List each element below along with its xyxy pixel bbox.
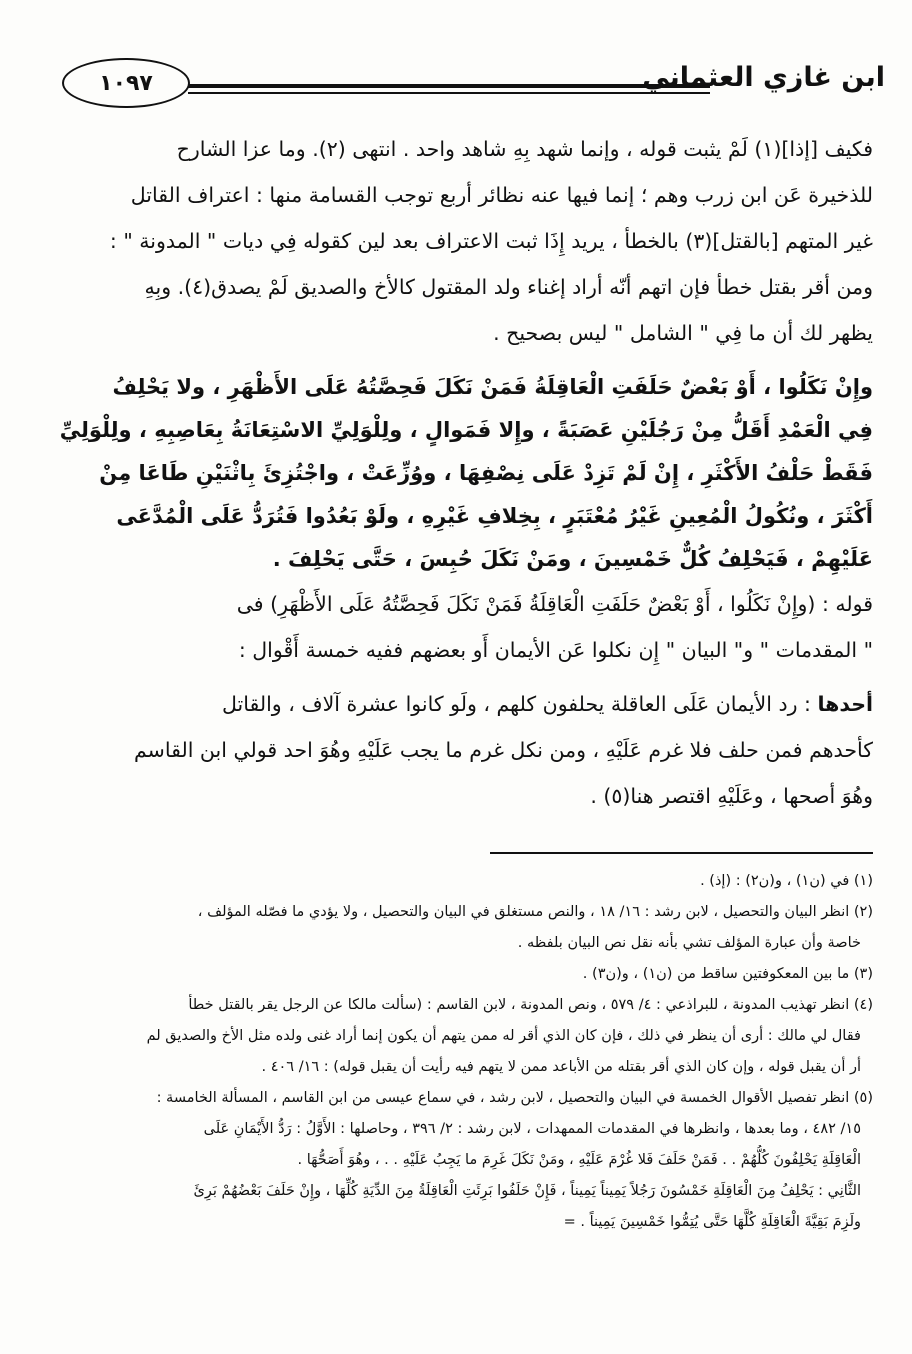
opinion-line: وهُوَ أصحها ، وعَلَيْهِ اقتصر هنا(٥) .: [590, 784, 873, 808]
header-rule-thin: [188, 92, 710, 94]
opinion-line: كأحدهم فمن حلف فلا غرم عَلَيْهِ ، ومن نكل غرم ما يجب عَلَيْهِ وهُوَ احد قولي ابن القاسم: [134, 738, 873, 762]
page-header: [40, 58, 885, 118]
text-line: فكيف [إذا](١) لَمْ يثبت قوله ، وإنما شهد بِهِ شاهد واحد . انتهى (٢). وما عزا الشارح: [176, 137, 873, 161]
matn-line: عَلَيْهِمْ ، فَيَحْلِفُ كُلٌّ خَمْسِينَ ، ومَنْ نَكَلَ حُبِسَ ، حَتَّى يَحْلِفَ .: [272, 547, 873, 571]
footnote-line: الثَّانِي : يَحْلِفُ مِنَ الْعَاقِلَةِ خَمْسُونَ رَجُلاً يَمِيناً يَمِيناً ، فَإِنْ حَلَفُوا بَرِئَتِ الْعَاقِلَةُ مِنَ الدِّيَةِ كُلِّهَا ، وإِنْ حَلَفَ بَعْضُهُمْ بَرِئَ: [193, 1183, 861, 1199]
footnotes: [40, 866, 873, 1238]
footnote-line: (٣) ما بين المعكوفتين ساقط من (ن١) ، و(ن٣) .: [582, 966, 873, 982]
text-line: للذخيرة عَن ابن زرب وهم ؛ إنما فيها عنه نظائر أربع توجب القسامة منها : اعتراف القاتل: [130, 183, 873, 207]
comment-line: قوله : (وإِنْ نَكَلُوا ، أَوْ بَعْضٌ حَلَفَتِ الْعَاقِلَةُ فَمَنْ نَكَلَ فَحِصَّتُهُ عَلَى الأَظْهَرِ) فى: [236, 592, 873, 616]
footnote-line: خاصة وأن عبارة المؤلف تشي بأنه نقل نص البيان بلفظه .: [517, 935, 861, 951]
opinion-label: أحدها: [817, 692, 873, 716]
text-line: ومن أقر بقتل خطأ فإن اتهم أنّه أراد إغناء ولد المقتول كالأخ والصديق لَمْ يصدق(٤). وبِهِ: [144, 275, 873, 299]
footnote-line: فقال لي مالك : أرى أن ينظر في ذلك ، فإن كان الذي أقر له ممن يتهم أن يكون إنما أراد غنى ولده مثل الأخ والصديق لم: [146, 1028, 861, 1044]
footnote-separator: [490, 852, 873, 854]
spacer: [40, 356, 873, 366]
matn-line: أَكْثَرَ ، ونُكُولُ الْمُعِينِ غَيْرُ مُعْتَبَرٍ ، بِخِلافِ غَيْرِهِ ، ولَوْ بَعُدُوا فَتُرَدُّ عَلَى الْمُدَّعَى: [116, 504, 873, 528]
comment-line: " المقدمات " و" البيان " إِن نكلوا عَن الأيمان أَو بعضهم ففيه خمسة أَقْوال :: [238, 638, 873, 662]
footnote-line: ولَزِمَ بَقِيَّةَ الْعَاقِلَةِ كُلَّهَا حَتَّى يُتِمُّوا خَمْسِينَ يَمِيناً . =: [563, 1214, 861, 1230]
footnote-line: (١) في (ن١) ، و(ن٢) : (إذ) .: [700, 873, 873, 889]
page-number: ١٠٩٧: [62, 58, 190, 108]
text-line: يظهر لك أن ما فِي " الشامل " ليس بصحيح .: [493, 321, 873, 345]
footnote-line: (٥) انظر تفصيل الأقوال الخمسة في البيان والتحصيل ، لابن رشد ، في سماع عيسى من ابن القاسم ، المسألة الخامسة :: [156, 1090, 873, 1106]
matn-line: وإِنْ نَكَلُوا ، أَوْ بَعْضٌ حَلَفَتِ الْعَاقِلَةُ فَمَنْ نَكَلَ فَحِصَّتُهُ عَلَى الأَظْهَرِ ، ولا يَحْلِفُ: [112, 375, 873, 399]
footnote-line: أر أن يقبل قوله ، وإن كان الذي أقر بقتله من الأباعد ممن لا يتهم فيه رأيت أن يقبل قوله) : ١٦/ ٤٠٦ .: [261, 1059, 861, 1075]
main-text: [40, 126, 873, 819]
opinion-line: [40, 681, 873, 727]
footnote-line: الْعَاقِلَةِ يَحْلِفُونَ كُلُّهُمْ . . فَمَنْ حَلَفَ فَلا غُرْمَ عَلَيْهِ ، ومَنْ نَكَلَ غَرِمَ ما يَجِبُ عَلَيْهِ . . ، وهُوَ أَصَحُّهَا .: [297, 1152, 861, 1168]
footnote-line: (٢) انظر البيان والتحصيل ، لابن رشد : ١٦/ ١٨ ، والنص مستغلق في البيان والتحصيل ، ولا يؤدي ما فصّله المؤلف ،: [197, 904, 873, 920]
footnote-line: ١٥/ ٤٨٢ ، وما بعدها ، وانظرها في المقدمات الممهدات ، لابن رشد : ٢/ ٣٩٦ ، وحاصلها : الأَوَّلُ : رَدُّ الأَيْمَانِ عَلَى: [203, 1121, 861, 1137]
opinion-text: : رد الأيمان عَلَى العاقلة يحلفون كلهم ، ولَو كانوا عشرة آلاف ، والقاتل: [222, 692, 818, 716]
matn-line: فَقَطْ حَلْفُ الأَكْثَرِ ، إِنْ لَمْ تَزِدْ عَلَى نِصْفِهَا ، ووُزِّعَتْ ، واجْتُزِئَ بِاثْنَيْنِ طَاعَا مِنْ: [99, 461, 873, 485]
footnote-line: (٤) انظر تهذيب المدونة ، للبراذعي : ٤/ ٥٧٩ ، ونص المدونة ، لابن القاسم : (سألت مالكا عن الرجل يقر بالقتل خطأ: [188, 997, 873, 1013]
header-rule-thick: [188, 84, 710, 88]
matn-line: فِي الْعَمْدِ أَقَلُّ مِنْ رَجُلَيْنِ عَصَبَةً ، وإِلا فَمَوالٍ ، ولِلْوَلِيِّ الاسْتِعَانَةُ بِعَاصِبِهِ ، ولِلْوَلِيِّ: [59, 418, 873, 442]
text-line: غير المتهم [بالقتل](٣) بالخطأ ، يريد إِذَا ثبت الاعتراف بعد لين كقوله فِي ديات " المدونة " :: [109, 229, 873, 253]
running-title: ابن غازي العثماني: [642, 62, 885, 93]
spacer: [40, 673, 873, 681]
